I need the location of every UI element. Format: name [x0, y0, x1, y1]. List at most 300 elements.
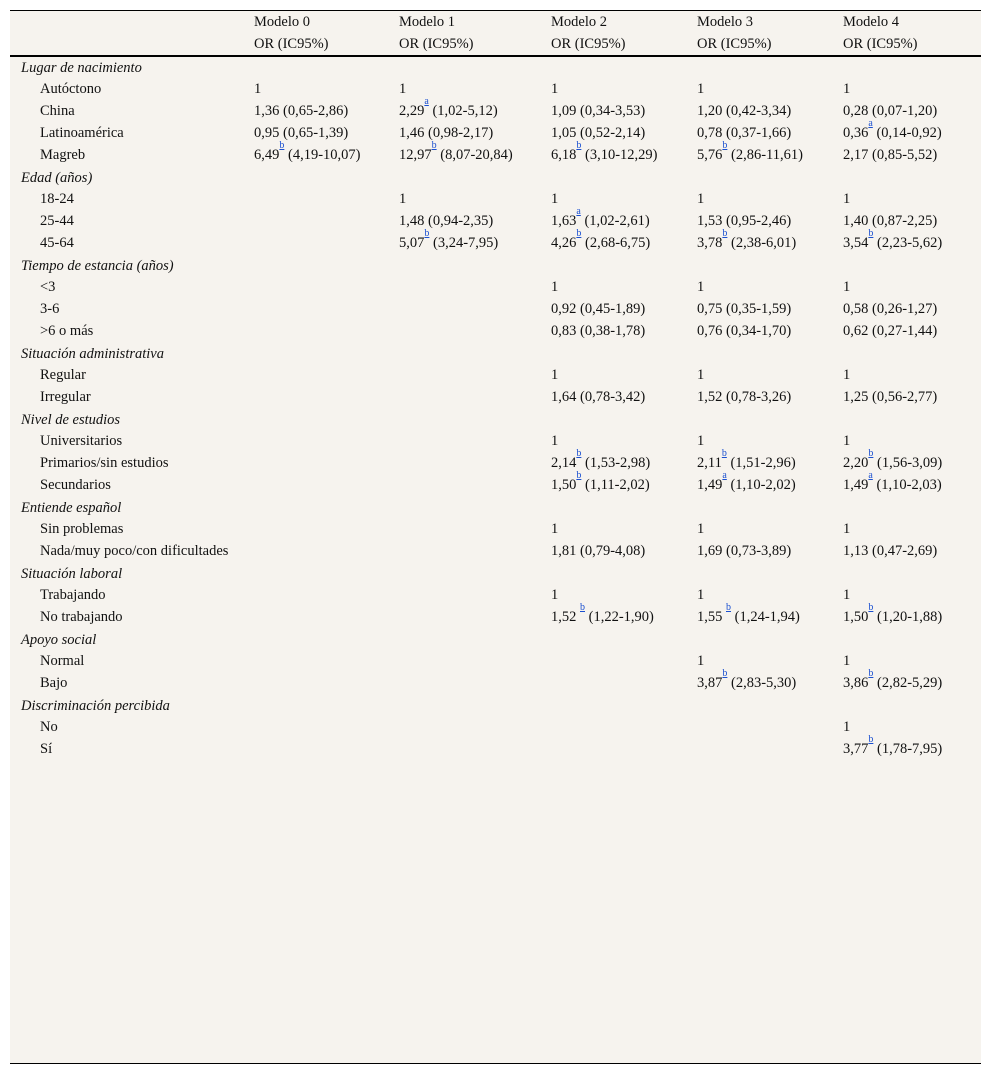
or-value: 1,40 (0,87-2,25) [843, 213, 938, 229]
or-cell-model-2 [542, 277, 688, 299]
or-cell-model-1 [390, 453, 542, 475]
or-cell-model-0 [244, 79, 390, 101]
or-cell-model-4 [834, 189, 981, 211]
or-cell-model-4 [834, 145, 981, 167]
or-cell-model-1 [390, 365, 542, 387]
or-ci: (1,11-2,02) [581, 477, 650, 493]
or-value: 1 [551, 279, 559, 295]
or-value: 1 [254, 81, 262, 97]
footnote-link[interactable]: a [868, 470, 873, 481]
or-value: 6,49 [254, 147, 280, 163]
or-value: 1,20 (0,42-3,34) [697, 103, 792, 119]
table-row [10, 475, 981, 497]
or-ci: (1,02-2,61) [580, 213, 650, 229]
footnote-marker [424, 96, 428, 107]
or-value: 1,52 (0,78-3,26) [697, 389, 792, 405]
table-row [10, 299, 981, 321]
or-cell-model-2 [542, 602, 688, 629]
or-value: 1 [697, 521, 705, 537]
header-metric-1: OR (IC95%) [390, 33, 542, 56]
or-value: 2,14 [551, 455, 577, 471]
or-value: 1 [697, 653, 705, 669]
row-label: Primarios/sin estudios [40, 455, 169, 471]
header-model-4: Modelo 4 [843, 14, 899, 30]
or-value: 1,05 (0,52-2,14) [551, 125, 646, 141]
footnote-link[interactable]: a [576, 206, 581, 217]
header-metric-4: OR (IC95%) [834, 33, 981, 56]
or-value: 5,76 [697, 147, 723, 163]
section-header-row [10, 409, 981, 431]
table-row [10, 79, 981, 101]
row-label: No trabajando [40, 609, 123, 625]
or-value: 0,76 (0,34-1,70) [697, 323, 792, 339]
or-ci: (1,51-2,96) [726, 455, 796, 471]
or-value: 1,13 (0,47-2,69) [843, 543, 938, 559]
footnote-marker [722, 448, 727, 459]
footnote-marker [868, 602, 873, 613]
or-value: 0,36 [843, 125, 869, 141]
or-cell-model-3 [688, 387, 834, 409]
or-value: 2,20 [843, 455, 869, 471]
or-value: 0,62 (0,27-1,44) [843, 323, 938, 339]
footnote-marker [722, 228, 727, 239]
footnote-marker [722, 140, 727, 151]
or-value: 3,54 [843, 235, 869, 251]
header-row-metric [10, 33, 981, 56]
or-value: 3,78 [697, 235, 723, 251]
or-cell-model-3 [688, 228, 834, 255]
or-cell-model-4 [834, 321, 981, 343]
table-row [10, 365, 981, 387]
or-cell-model-0 [244, 123, 390, 145]
or-cell-model-1 [390, 607, 542, 629]
row-label: Latinoamérica [40, 125, 124, 141]
or-cell-model-0 [244, 140, 390, 167]
footnote-link[interactable]: b [868, 228, 874, 239]
or-value: 1 [697, 81, 705, 97]
footnote-link[interactable]: b [868, 602, 874, 613]
or-cell-model-2 [542, 739, 688, 761]
or-cell-model-3 [688, 365, 834, 387]
or-cell-model-4 [834, 448, 981, 475]
section-header-row [10, 255, 981, 277]
or-cell-model-1 [390, 123, 542, 145]
or-cell-model-4 [834, 431, 981, 453]
table-row [10, 431, 981, 453]
or-cell-model-2 [542, 206, 688, 233]
or-cell-model-3 [688, 211, 834, 233]
or-ci: (2,68-6,75) [581, 235, 651, 251]
or-cell-model-0 [244, 101, 390, 123]
footnote-link[interactable]: a [722, 470, 727, 481]
or-cell-model-3 [688, 79, 834, 101]
or-ci: (8,07-20,84) [436, 147, 513, 163]
or-value: 1 [843, 587, 851, 603]
or-ci: (1,53-2,98) [581, 455, 651, 471]
or-value: 1,63 [551, 213, 577, 229]
or-cell-model-2 [542, 717, 688, 739]
footnote-link[interactable]: b [580, 602, 585, 613]
or-value: 1,53 (0,95-2,46) [697, 213, 792, 229]
row-label: Irregular [40, 389, 91, 405]
or-cell-model-2 [542, 101, 688, 123]
or-ci: (1,24-1,94) [731, 609, 800, 625]
or-value: 3,86 [843, 675, 869, 691]
or-cell-model-0 [244, 739, 390, 761]
table-row [10, 145, 981, 167]
row-label: No [40, 719, 58, 735]
or-cell-model-2 [542, 189, 688, 211]
section-header-row [10, 695, 981, 717]
or-cell-model-0 [244, 607, 390, 629]
or-cell-model-0 [244, 475, 390, 497]
or-cell-model-2 [542, 123, 688, 145]
or-cell-model-4 [834, 541, 981, 563]
or-cell-model-2 [542, 673, 688, 695]
or-cell-model-2 [542, 585, 688, 607]
or-value: 2,29 [399, 103, 425, 119]
or-value: 3,87 [697, 675, 723, 691]
row-label: Autóctono [40, 81, 102, 97]
or-value: 3,77 [843, 741, 869, 757]
section-title: Entiende español [21, 500, 122, 516]
or-value: 0,58 (0,26-1,27) [843, 301, 938, 317]
or-cell-model-3 [688, 519, 834, 541]
footnote-marker [576, 228, 581, 239]
header-empty-cell [10, 11, 244, 33]
or-cell-model-3 [688, 140, 834, 167]
header-model-1: Modelo 1 [399, 14, 455, 30]
or-value: 6,18 [551, 147, 577, 163]
or-cell-model-0 [244, 717, 390, 739]
or-cell-model-3 [688, 470, 834, 497]
header-empty-cell [10, 33, 244, 56]
or-cell-model-1 [390, 96, 542, 123]
or-value: 1,25 (0,56-2,77) [843, 389, 938, 405]
or-cell-model-1 [390, 228, 542, 255]
or-value: 0,75 (0,35-1,59) [697, 301, 792, 317]
section-title: Apoyo social [21, 632, 97, 648]
footnote-link[interactable]: b [868, 734, 874, 745]
or-value: 1,49 [697, 477, 723, 493]
or-value: 1,69 (0,73-3,89) [697, 543, 792, 559]
footnote-link[interactable]: b [726, 602, 731, 613]
or-ci: (3,24-7,95) [429, 235, 499, 251]
or-cell-model-3 [688, 299, 834, 321]
row-label: Regular [40, 367, 86, 383]
or-value: 1,49 [843, 477, 869, 493]
row-label: China [40, 103, 75, 119]
table-row [10, 101, 981, 123]
or-value: 0,92 (0,45-1,89) [551, 301, 646, 317]
or-cell-model-0 [244, 189, 390, 211]
footnote-link[interactable]: b [576, 228, 582, 239]
or-cell-model-4 [834, 299, 981, 321]
or-cell-model-1 [390, 211, 542, 233]
table-row [10, 673, 981, 695]
or-cell-model-1 [390, 321, 542, 343]
or-value: 1,50 [843, 609, 869, 625]
or-ci: (2,83-5,30) [727, 675, 797, 691]
footnote-link[interactable]: b [722, 668, 728, 679]
header-metric-0: OR (IC95%) [244, 33, 390, 56]
header-model-2: Modelo 2 [551, 14, 607, 30]
or-cell-model-4 [834, 365, 981, 387]
or-cell-model-4 [834, 470, 981, 497]
or-cell-model-4 [834, 651, 981, 673]
or-cell-model-2 [542, 470, 688, 497]
or-value: 1 [843, 191, 851, 207]
or-cell-model-1 [390, 717, 542, 739]
footnote-link[interactable]: b [576, 448, 582, 459]
or-value: 1 [551, 587, 559, 603]
table-row [10, 607, 981, 629]
or-cell-model-2 [542, 321, 688, 343]
or-ci: (2,82-5,29) [873, 675, 943, 691]
or-cell-model-3 [688, 651, 834, 673]
section-title: Situación laboral [21, 566, 123, 582]
footnote-marker [576, 140, 581, 151]
or-value: 0,78 (0,37-1,66) [697, 125, 792, 141]
or-cell-model-1 [390, 739, 542, 761]
row-label: >6 o más [40, 323, 94, 339]
or-cell-model-1 [390, 475, 542, 497]
or-cell-model-1 [390, 277, 542, 299]
or-cell-model-3 [688, 277, 834, 299]
or-value: 1 [697, 587, 705, 603]
or-value: 1 [551, 367, 559, 383]
or-cell-model-0 [244, 277, 390, 299]
or-cell-model-0 [244, 365, 390, 387]
or-value: 1,52 [551, 609, 580, 625]
or-value: 1,55 [697, 609, 726, 625]
or-ci: (1,56-3,09) [873, 455, 943, 471]
footnote-link[interactable]: b [431, 140, 437, 151]
table-row [10, 585, 981, 607]
or-value: 1,64 (0,78-3,42) [551, 389, 646, 405]
row-label: 18-24 [40, 191, 74, 207]
or-ci: (2,38-6,01) [727, 235, 797, 251]
or-cell-model-2 [542, 519, 688, 541]
row-label: Nada/muy poco/con dificultades [40, 543, 229, 559]
table-row [10, 519, 981, 541]
section-header-row [10, 343, 981, 365]
or-value: 1 [697, 191, 705, 207]
or-value: 1 [551, 81, 559, 97]
footnote-link[interactable]: b [722, 228, 728, 239]
footnote-link[interactable]: a [868, 118, 873, 129]
footnote-link[interactable]: b [424, 228, 430, 239]
or-cell-model-3 [688, 668, 834, 695]
row-label: Sin problemas [40, 521, 124, 537]
or-value: 1 [843, 279, 851, 295]
footnote-link[interactable]: b [721, 448, 727, 459]
footnote-marker [576, 470, 581, 481]
or-cell-model-1 [390, 585, 542, 607]
or-value: 1,46 (0,98-2,17) [399, 125, 494, 141]
or-value: 1,09 (0,34-3,53) [551, 103, 646, 119]
or-value: 1 [697, 367, 705, 383]
or-ci: (1,10-2,03) [872, 477, 942, 493]
footnote-marker [726, 602, 731, 613]
table-row [10, 189, 981, 211]
or-value: 1 [697, 433, 705, 449]
or-ci: (1,02-5,12) [428, 103, 498, 119]
header-model-3: Modelo 3 [697, 14, 753, 30]
or-cell-model-2 [542, 228, 688, 255]
or-cell-model-3 [688, 739, 834, 761]
or-value: 1 [697, 279, 705, 295]
or-value: 12,97 [399, 147, 432, 163]
footnote-link[interactable]: b [279, 140, 285, 151]
footnote-marker [279, 140, 284, 151]
or-value: 1 [399, 191, 407, 207]
or-cell-model-0 [244, 519, 390, 541]
or-cell-model-3 [688, 189, 834, 211]
or-value: 0,95 (0,65-1,39) [254, 125, 349, 141]
or-value: 1,48 (0,94-2,35) [399, 213, 494, 229]
row-label: Magreb [40, 147, 86, 163]
or-cell-model-1 [390, 189, 542, 211]
row-label: 45-64 [40, 235, 74, 251]
footnote-link[interactable]: b [576, 470, 582, 481]
or-cell-model-4 [834, 118, 981, 145]
row-label: Bajo [40, 675, 68, 691]
or-cell-model-0 [244, 673, 390, 695]
or-cell-model-3 [688, 717, 834, 739]
table-body [10, 56, 981, 761]
or-value: 1 [843, 81, 851, 97]
or-ci: (3,10-12,29) [581, 147, 658, 163]
or-cell-model-0 [244, 453, 390, 475]
or-ci: (2,86-11,61) [727, 147, 803, 163]
or-cell-model-0 [244, 431, 390, 453]
or-value: 1,36 (0,65-2,86) [254, 103, 349, 119]
row-label: <3 [40, 279, 56, 295]
or-cell-model-4 [834, 519, 981, 541]
table-row [10, 387, 981, 409]
footnote-marker [722, 470, 726, 481]
header-metric-2: OR (IC95%) [542, 33, 688, 56]
or-cell-model-3 [688, 585, 834, 607]
section-header-row [10, 167, 981, 189]
or-cell-model-0 [244, 233, 390, 255]
or-ci: (4,19-10,07) [284, 147, 361, 163]
footnote-link[interactable]: b [868, 448, 874, 459]
or-cell-model-1 [390, 519, 542, 541]
or-cell-model-0 [244, 651, 390, 673]
or-value: 1 [551, 521, 559, 537]
or-cell-model-2 [542, 79, 688, 101]
or-cell-model-4 [834, 387, 981, 409]
table-row [10, 651, 981, 673]
section-title: Tiempo de estancia (años) [21, 258, 174, 274]
or-cell-model-1 [390, 673, 542, 695]
or-cell-model-3 [688, 602, 834, 629]
header-metric-3: OR (IC95%) [688, 33, 834, 56]
row-label: Secundarios [40, 477, 111, 493]
footnote-marker [424, 228, 429, 239]
or-cell-model-0 [244, 585, 390, 607]
section-header-row [10, 497, 981, 519]
or-value: 1 [843, 521, 851, 537]
section-title: Lugar de nacimiento [21, 60, 142, 76]
footnote-link[interactable]: b [576, 140, 582, 151]
or-cell-model-2 [542, 365, 688, 387]
or-cell-model-2 [542, 541, 688, 563]
footnote-marker [868, 734, 873, 745]
or-cell-model-4 [834, 585, 981, 607]
or-cell-model-1 [390, 299, 542, 321]
or-cell-model-1 [390, 541, 542, 563]
footnote-link[interactable]: b [722, 140, 728, 151]
or-cell-model-4 [834, 668, 981, 695]
results-table-panel [10, 10, 981, 1064]
or-value: 1 [843, 367, 851, 383]
or-value: 2,17 (0,85-5,52) [843, 147, 938, 163]
or-cell-model-4 [834, 602, 981, 629]
or-ci: (1,20-1,88) [873, 609, 943, 625]
or-value: 1 [399, 81, 407, 97]
or-cell-model-0 [244, 299, 390, 321]
or-cell-model-3 [688, 123, 834, 145]
section-title: Nivel de estudios [21, 412, 121, 428]
section-title: Discriminación percibida [21, 698, 170, 714]
or-ci: (2,23-5,62) [873, 235, 943, 251]
or-cell-model-4 [834, 734, 981, 761]
or-cell-model-4 [834, 101, 981, 123]
footnote-marker [868, 448, 873, 459]
table-row [10, 453, 981, 475]
odds-ratio-table [10, 11, 981, 761]
footnote-link[interactable]: b [868, 668, 874, 679]
or-cell-model-3 [688, 541, 834, 563]
or-value: 1 [551, 191, 559, 207]
or-cell-model-1 [390, 651, 542, 673]
or-value: 0,28 (0,07-1,20) [843, 103, 938, 119]
or-cell-model-2 [542, 299, 688, 321]
or-cell-model-1 [390, 79, 542, 101]
footnote-marker [868, 228, 873, 239]
footnote-marker [868, 118, 872, 129]
footnote-marker [868, 470, 872, 481]
or-value: 1 [843, 653, 851, 669]
row-label: Sí [40, 741, 53, 757]
footnote-marker [576, 206, 580, 217]
footnote-marker [868, 668, 873, 679]
section-header-row [10, 563, 981, 585]
or-cell-model-4 [834, 79, 981, 101]
table-row [10, 123, 981, 145]
row-label: Trabajando [40, 587, 106, 603]
section-title: Edad (años) [21, 170, 93, 186]
header-row-models [10, 11, 981, 33]
or-cell-model-0 [244, 211, 390, 233]
or-cell-model-0 [244, 541, 390, 563]
or-ci: (1,10-2,02) [726, 477, 796, 493]
or-cell-model-2 [542, 387, 688, 409]
footnote-link[interactable]: a [424, 96, 429, 107]
or-cell-model-3 [688, 321, 834, 343]
or-cell-model-4 [834, 211, 981, 233]
or-value: 1 [551, 433, 559, 449]
or-value: 5,07 [399, 235, 425, 251]
or-cell-model-2 [542, 448, 688, 475]
section-header-row [10, 56, 981, 79]
table-row [10, 717, 981, 739]
or-value: 4,26 [551, 235, 577, 251]
row-label: 25-44 [40, 213, 74, 229]
